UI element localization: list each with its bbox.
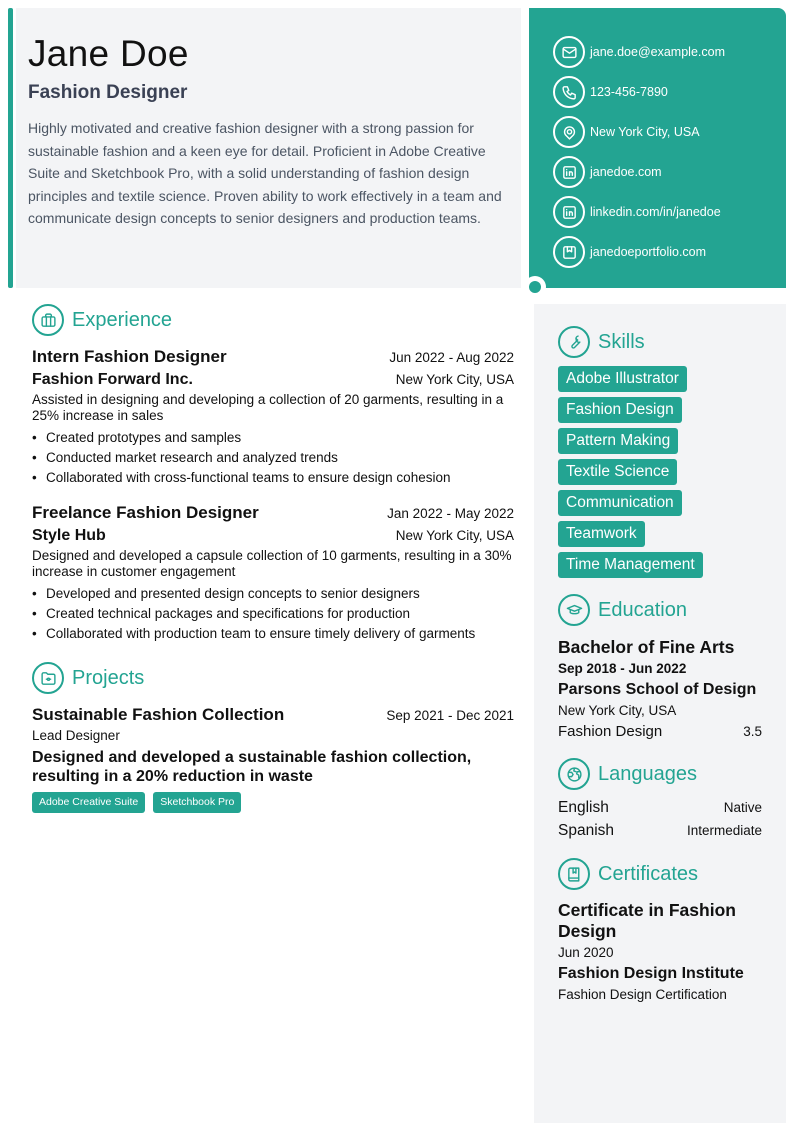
experience-item [32,502,514,644]
skills-header [558,326,762,358]
languages-header [558,758,762,790]
person-name: Jane Doe [28,33,189,74]
list-item: • Collaborated with production team to ensure timely delivery of garments [32,624,514,644]
experience-bullets [32,428,514,488]
projects-header [32,662,514,694]
contact-panel [529,8,786,288]
contact-linkedin[interactable] [553,192,786,232]
header-accent-bar [8,8,13,288]
portfolio-icon [553,236,585,268]
language-name: English [558,799,609,816]
decorative-dot [524,276,546,298]
list-item: • Developed and presented design concepts to senior designers [32,584,514,604]
skills-list [558,366,762,578]
language-level: Intermediate [686,823,762,838]
certificates-header [558,858,762,890]
list-item: • Collaborated with cross-functional teams to ensure design cohesion [32,468,514,488]
contact-portfolio[interactable] [553,232,786,272]
graduation-cap-icon [558,594,590,626]
sidebar [534,304,786,1123]
experience-title: Experience [72,308,173,331]
education-title: Education [598,598,687,621]
list-item: • Conducted market research and analyzed trends [32,448,514,468]
project-dates: Sep 2021 - Dec 2021 [386,708,514,723]
experience-description: Assisted in designing and developing a collection of 20 garments, resulting in a 25% increase in sales [32,392,504,423]
contact-website-text: janedoe.com [590,165,662,179]
contact-email[interactable] [553,32,786,72]
skill-tag: Fashion Design [558,397,682,423]
linkedin-icon [553,156,585,188]
education-header [558,594,762,626]
experience-header [32,304,514,336]
job-title: Fashion Designer [28,82,188,103]
list-item: • Created prototypes and samples [32,428,514,448]
contact-email-text: jane.doe@example.com [590,45,725,59]
languages-list [558,798,762,840]
certificate-name: Certificate in Fashion Design [558,900,736,941]
education-dates: Sep 2018 - Jun 2022 [558,661,687,676]
education-gpa: 3.5 [743,724,762,739]
project-description: Designed and developed a sustainable fashion collection, resulting in a 20% reduction in waste [32,749,472,785]
project-item [32,704,514,813]
experience-location: New York City, USA [395,372,514,387]
mail-icon [553,36,585,68]
header-panel [16,8,521,288]
education-degree: Bachelor of Fine Arts [558,637,735,657]
phone-icon [553,76,585,108]
contact-website[interactable] [553,152,786,192]
map-pin-icon [553,116,585,148]
skill-tag: Time Management [558,552,703,578]
experience-item [32,346,514,488]
experience-job-title: Intern Fashion Designer [32,347,227,366]
experience-location: New York City, USA [395,528,514,543]
certificate-date: Jun 2020 [558,945,614,960]
skill-tag: Communication [558,490,682,516]
education-field-row [558,722,762,742]
language-row [558,821,762,840]
skill-tag: Pattern Making [558,428,678,454]
experience-company: Style Hub [32,527,106,544]
certificate-description: Fashion Design Certification [558,987,727,1002]
education-school: Parsons School of Design [558,681,757,698]
projects-title: Projects [72,666,145,689]
list-item: • Created technical packages and specifications for production [32,604,514,624]
skill-tag: Textile Science [558,459,677,485]
experience-job-title: Freelance Fashion Designer [32,503,259,522]
education-field: Fashion Design [558,723,663,740]
experience-bullets [32,584,514,644]
project-tools [32,792,514,813]
wrench-icon [558,326,590,358]
contact-location-text: New York City, USA [590,125,700,139]
contact-portfolio-text: janedoeportfolio.com [590,245,707,259]
tool-tag: Adobe Creative Suite [32,792,145,813]
folder-icon [32,662,64,694]
project-name: Sustainable Fashion Collection [32,705,285,724]
contact-location [553,112,786,152]
contact-phone-text: 123-456-7890 [590,85,668,99]
briefcase-icon [32,304,64,336]
education-location: New York City, USA [558,703,677,718]
language-name: Spanish [558,822,615,839]
globe-icon [558,758,590,790]
contact-linkedin-text: linkedin.com/in/janedoe [590,205,721,219]
tool-tag: Sketchbook Pro [153,792,241,813]
project-role: Lead Designer [32,728,120,743]
certificates-title: Certificates [598,862,699,885]
skills-title: Skills [598,330,645,353]
certificate-issuer: Fashion Design Institute [558,965,744,982]
language-level: Native [723,800,762,815]
linkedin-icon [553,196,585,228]
languages-title: Languages [598,762,697,785]
profile-summary: Highly motivated and creative fashion designer with a strong passion for sustainable fashion and a keen eye for detail. Proficient in Adobe Creative Suite and Sketchbook Pro, with a solid understanding of fashion design principles and textile science. Proven ability to work effectively in a team and communicate design concepts to senior designers and production teams. [28,120,502,227]
main-column [32,304,514,813]
experience-description: Designed and developed a capsule collection of 10 garments, resulting in a 30% increase in customer engagement [32,548,512,579]
skill-tag: Adobe Illustrator [558,366,687,392]
experience-dates: Jun 2022 - Aug 2022 [389,350,514,365]
experience-dates: Jan 2022 - May 2022 [387,506,514,521]
experience-company: Fashion Forward Inc. [32,371,193,388]
certificate-book-icon [558,858,590,890]
contact-phone[interactable] [553,72,786,112]
language-row [558,798,762,817]
skill-tag: Teamwork [558,521,645,547]
